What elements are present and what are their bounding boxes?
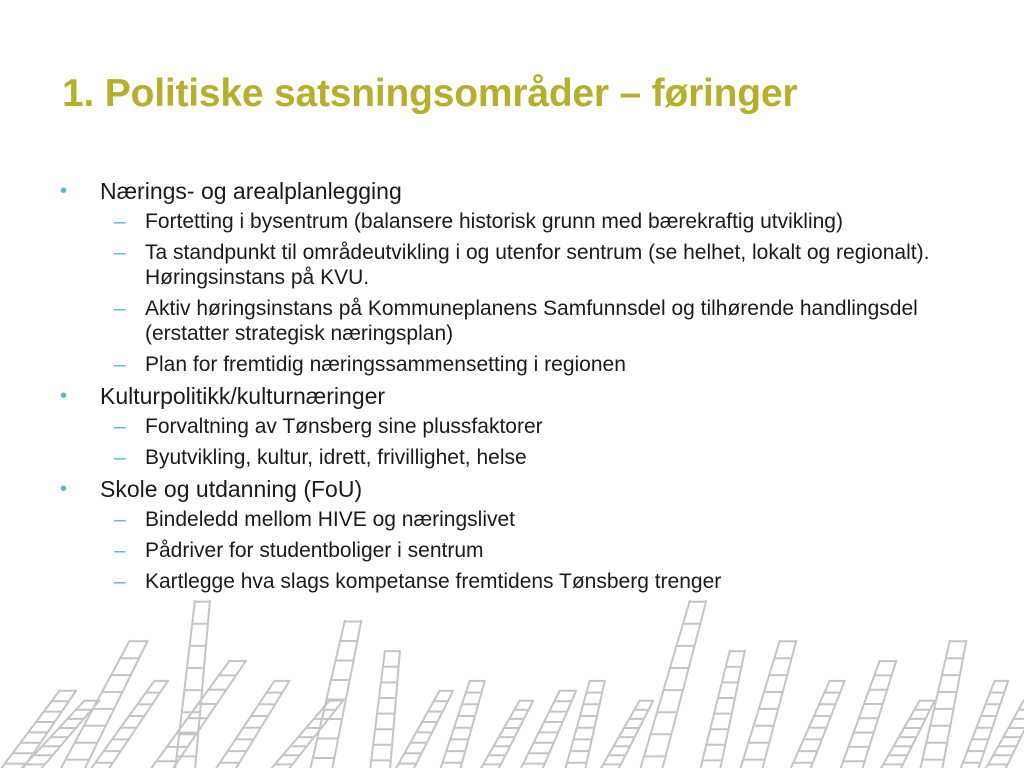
bullet-list xyxy=(0,178,1024,600)
sub-bullet-item xyxy=(0,507,1024,532)
sub-bullet-text: Kartlegge hva slags kompetanse fremtidens Tønsberg trenger xyxy=(145,570,722,593)
ladder-shape xyxy=(790,680,845,768)
dash-marker: – xyxy=(114,297,126,320)
ladder-shape xyxy=(880,700,935,768)
sub-bullet-item xyxy=(0,569,1024,594)
sub-bullet-item xyxy=(0,352,1024,377)
ladder-shape xyxy=(310,620,362,768)
sub-bullet-item xyxy=(0,296,1024,346)
bullet-text: Skole og utdanning (FoU) xyxy=(100,476,363,502)
sub-bullet-item xyxy=(0,445,1024,470)
ladder-shape xyxy=(840,660,897,768)
sub-bullet-text: Ta standpunkt til områdeutvikling i og utenfor sentrum (se helhet, lokalt og regionalt). Høringsinstans på KVU. xyxy=(145,241,930,289)
ladder-shape xyxy=(20,700,100,768)
ladder-shape xyxy=(920,640,967,768)
dash-marker: – xyxy=(114,446,126,469)
dash-marker: – xyxy=(114,210,126,233)
ladder-shape xyxy=(565,680,605,768)
sub-bullet-text: Bindeledd mellom HIVE og næringslivet xyxy=(145,508,516,531)
sub-bullet-item xyxy=(0,240,1024,290)
ladder-shape xyxy=(60,640,148,768)
ladder-shape xyxy=(740,640,797,768)
sub-bullet-text: Forvaltning av Tønsberg sine plussfaktorer xyxy=(145,415,543,438)
bullet-item xyxy=(0,476,1024,503)
sub-bullet-text: Plan for fremtidig næringssammensetting i regionen xyxy=(145,353,626,376)
sub-bullet-text: Pådriver for studentboliger i sentrum xyxy=(145,539,484,562)
dash-marker: – xyxy=(114,353,126,376)
bullet-text: Kulturpolitikk/kulturnæringer xyxy=(100,383,386,409)
dash-marker: – xyxy=(114,241,126,264)
sub-bullet-text: Byutvikling, kultur, idrett, frivillighet, helse xyxy=(145,446,527,469)
bullet-text: Nærings- og arealplanlegging xyxy=(100,178,402,204)
ladder-shape xyxy=(215,680,290,768)
bullet-marker: • xyxy=(60,180,68,202)
ladder-shape xyxy=(370,650,400,768)
ladder-shape xyxy=(175,600,210,768)
ladder-shape xyxy=(640,600,707,768)
slide-title: 1. Politiske satsningsområder – føringer xyxy=(62,72,798,115)
bullet-item xyxy=(0,383,1024,410)
dash-marker: – xyxy=(114,508,126,531)
dash-marker: – xyxy=(114,415,126,438)
ladder-shape xyxy=(440,680,485,768)
bullet-marker: • xyxy=(60,385,68,407)
sub-bullet-item xyxy=(0,209,1024,234)
sub-bullet-text: Fortetting i bysentrum (balansere historisk grunn med bærekraftig utvikling) xyxy=(145,210,843,233)
bullet-item xyxy=(0,178,1024,205)
dash-marker: – xyxy=(114,539,126,562)
dash-marker: – xyxy=(114,570,126,593)
sub-bullet-item xyxy=(0,538,1024,563)
sub-bullet-item xyxy=(0,414,1024,439)
ladder-shape xyxy=(600,700,654,768)
bullet-marker: • xyxy=(60,478,68,500)
ladder-shape xyxy=(700,650,745,768)
sub-bullet-text: Aktiv høringsinstans på Kommuneplanens Samfunnsdel og tilhørende handlingsdel (erstatter strategisk næringsplan) xyxy=(145,297,918,345)
